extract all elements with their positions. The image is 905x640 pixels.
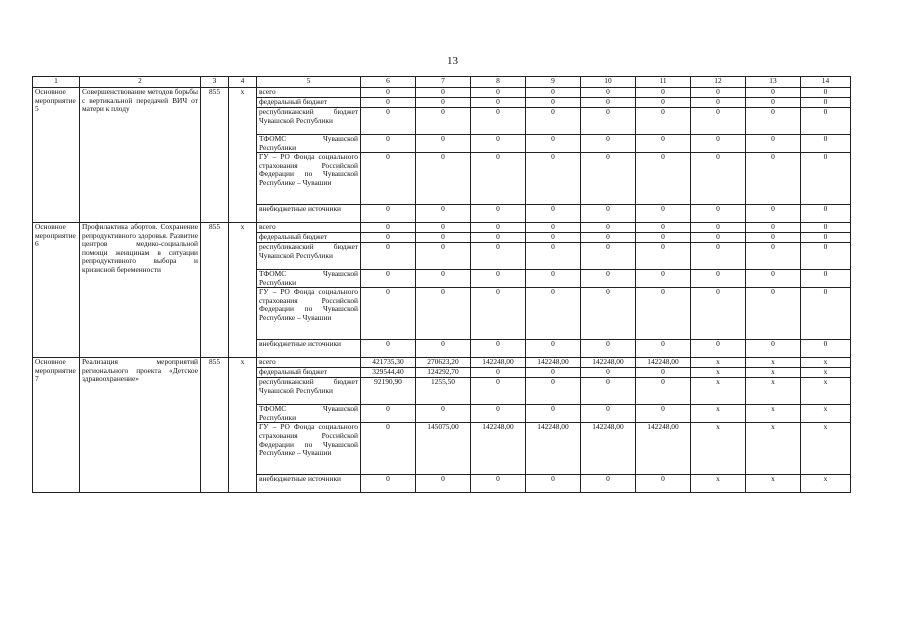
funding-value: 0 (746, 135, 801, 153)
funding-value: 0 (526, 270, 581, 288)
funding-value: 0 (636, 405, 691, 423)
funding-value: 0 (691, 108, 746, 135)
funding-value: 0 (416, 153, 471, 205)
funding-value: 0 (691, 205, 746, 223)
funding-source: федеральный бюджет (257, 98, 361, 108)
funding-value: 1255,50 (416, 378, 471, 405)
funding-value: 0 (361, 340, 416, 358)
funding-source: всего (257, 88, 361, 98)
funding-value: 0 (471, 98, 526, 108)
funding-value: 142248,00 (471, 358, 526, 368)
funding-value: 421735,30 (361, 358, 416, 368)
funding-value: 142248,00 (636, 423, 691, 475)
activity-title: Основное мероприятие 6 (33, 223, 80, 358)
funding-value: 0 (526, 288, 581, 340)
funding-value: x (691, 358, 746, 368)
funding-value: 0 (636, 233, 691, 243)
funding-value: 0 (361, 243, 416, 270)
funding-value: 0 (581, 205, 636, 223)
funding-value: 0 (636, 243, 691, 270)
funding-value: 0 (361, 423, 416, 475)
funding-value: 0 (746, 108, 801, 135)
funding-value: 0 (636, 475, 691, 493)
funding-value: 0 (416, 288, 471, 340)
funding-value: 0 (416, 243, 471, 270)
funding-source: ГУ – РО Фонда социального страхования Российской Федерации по Чувашской Республике – Чувашии (257, 423, 361, 475)
funding-value: x (746, 423, 801, 475)
funding-value: 0 (361, 405, 416, 423)
funding-value: 0 (526, 223, 581, 233)
funding-source: федеральный бюджет (257, 233, 361, 243)
funding-value: 0 (416, 340, 471, 358)
funding-value: 0 (581, 108, 636, 135)
funding-source: внебюджетные источники (257, 205, 361, 223)
funding-value: 0 (471, 108, 526, 135)
activity-code: 855 (201, 223, 229, 358)
funding-value: 0 (691, 98, 746, 108)
funding-value: 0 (526, 98, 581, 108)
funding-value: 0 (581, 98, 636, 108)
funding-value: 0 (526, 233, 581, 243)
column-header: 1 (33, 77, 80, 88)
funding-source: ТФОМС Чувашской Республики (257, 135, 361, 153)
funding-value: 0 (526, 243, 581, 270)
activity-code: 855 (201, 88, 229, 223)
funding-value: 0 (636, 153, 691, 205)
funding-value: 0 (416, 135, 471, 153)
funding-value: 0 (581, 243, 636, 270)
funding-value: 0 (801, 270, 851, 288)
column-header: 13 (746, 77, 801, 88)
funding-value: 0 (471, 223, 526, 233)
funding-value: 0 (801, 223, 851, 233)
funding-value: 0 (471, 205, 526, 223)
activity-name: Совершенствование методов борьбы с вертикальной передачей ВИЧ от матери к плоду (80, 88, 201, 223)
funding-value: 142248,00 (526, 423, 581, 475)
funding-value: 0 (636, 378, 691, 405)
funding-value: 0 (801, 340, 851, 358)
funding-value: 0 (471, 243, 526, 270)
funding-value: 0 (636, 223, 691, 233)
funding-value: x (746, 405, 801, 423)
funding-value: 0 (581, 88, 636, 98)
funding-source: ТФОМС Чувашской Республики (257, 270, 361, 288)
funding-source: республиканский бюджет Чувашской Республики (257, 378, 361, 405)
funding-source: республиканский бюджет Чувашской Республики (257, 243, 361, 270)
funding-value: x (691, 423, 746, 475)
funding-value: 0 (581, 378, 636, 405)
funding-value: 0 (471, 475, 526, 493)
funding-source: внебюджетные источники (257, 475, 361, 493)
funding-value: 0 (636, 270, 691, 288)
funding-value: 0 (416, 270, 471, 288)
funding-value: 0 (636, 288, 691, 340)
funding-value: x (691, 378, 746, 405)
funding-value: x (746, 475, 801, 493)
funding-value: 0 (471, 405, 526, 423)
funding-source: ТФОМС Чувашской Республики (257, 405, 361, 423)
column-header: 2 (80, 77, 201, 88)
funding-value: x (801, 368, 851, 378)
header-row (33, 77, 851, 88)
funding-value: 0 (526, 135, 581, 153)
funding-value: 0 (416, 405, 471, 423)
funding-value: 0 (746, 288, 801, 340)
funding-value: 0 (526, 405, 581, 423)
funding-value: 0 (416, 223, 471, 233)
funding-value: 0 (361, 108, 416, 135)
table-row (33, 88, 851, 98)
funding-value: 0 (581, 405, 636, 423)
funding-value: x (801, 358, 851, 368)
funding-value: 0 (581, 135, 636, 153)
funding-value: 0 (361, 153, 416, 205)
funding-value: 0 (636, 108, 691, 135)
funding-value: 0 (801, 288, 851, 340)
funding-value: 0 (746, 243, 801, 270)
funding-source: федеральный бюджет (257, 368, 361, 378)
funding-value: 0 (801, 135, 851, 153)
activity-code: 855 (201, 358, 229, 493)
funding-value: 0 (801, 98, 851, 108)
funding-value: 0 (581, 223, 636, 233)
funding-value: 0 (526, 378, 581, 405)
funding-value: 0 (361, 135, 416, 153)
table-header (33, 77, 851, 88)
funding-value: 0 (526, 153, 581, 205)
funding-value: 0 (636, 205, 691, 223)
funding-value: 0 (636, 368, 691, 378)
funding-source: ГУ – РО Фонда социального страхования Российской Федерации по Чувашской Республике – Чувашии (257, 288, 361, 340)
column-header: 7 (416, 77, 471, 88)
funding-value: 0 (581, 340, 636, 358)
funding-value: 0 (636, 88, 691, 98)
funding-value: 124292,70 (416, 368, 471, 378)
funding-value: 0 (471, 153, 526, 205)
funding-value: 0 (691, 135, 746, 153)
column-header: 10 (581, 77, 636, 88)
funding-value: 0 (581, 288, 636, 340)
funding-value: x (801, 475, 851, 493)
funding-value: 0 (746, 98, 801, 108)
funding-value: 92190,90 (361, 378, 416, 405)
funding-value: 0 (416, 88, 471, 98)
funding-value: 145075,00 (416, 423, 471, 475)
funding-value: 0 (581, 475, 636, 493)
funding-value: 0 (801, 88, 851, 98)
funding-source: всего (257, 358, 361, 368)
funding-value: 0 (526, 108, 581, 135)
funding-value: 0 (526, 340, 581, 358)
funding-value: 0 (416, 233, 471, 243)
funding-value: 0 (416, 108, 471, 135)
column-header: 12 (691, 77, 746, 88)
funding-value: 0 (471, 368, 526, 378)
funding-value: 0 (471, 288, 526, 340)
funding-value: x (691, 475, 746, 493)
funding-value: 0 (636, 135, 691, 153)
funding-value: 0 (691, 288, 746, 340)
funding-value: 0 (361, 205, 416, 223)
column-header: 5 (257, 77, 361, 88)
funding-value: 0 (416, 205, 471, 223)
funding-value: 0 (746, 340, 801, 358)
funding-value: 0 (361, 475, 416, 493)
table-body (33, 88, 851, 493)
funding-value: 0 (691, 88, 746, 98)
funding-value: 0 (746, 223, 801, 233)
column-header: 14 (801, 77, 851, 88)
funding-value: 0 (691, 153, 746, 205)
column-header: 8 (471, 77, 526, 88)
activity-mark: x (229, 88, 257, 223)
column-header: 11 (636, 77, 691, 88)
funding-value: 0 (361, 88, 416, 98)
column-header: 4 (229, 77, 257, 88)
funding-value: 0 (526, 368, 581, 378)
funding-source: всего (257, 223, 361, 233)
funding-value: 0 (801, 243, 851, 270)
funding-value: 0 (746, 270, 801, 288)
funding-value: 0 (746, 233, 801, 243)
funding-value: 142248,00 (636, 358, 691, 368)
funding-value: 0 (471, 135, 526, 153)
funding-value: 0 (746, 153, 801, 205)
funding-value: x (746, 368, 801, 378)
funding-value: 0 (471, 270, 526, 288)
funding-value: 142248,00 (471, 423, 526, 475)
funding-value: x (746, 378, 801, 405)
funding-value: 270623,20 (416, 358, 471, 368)
funding-value: x (801, 405, 851, 423)
activity-mark: x (229, 358, 257, 493)
funding-value: 142248,00 (526, 358, 581, 368)
funding-value: 142248,00 (581, 358, 636, 368)
funding-value: 0 (526, 88, 581, 98)
funding-value: x (801, 423, 851, 475)
funding-value: x (691, 405, 746, 423)
funding-value: 0 (801, 108, 851, 135)
funding-value: 0 (691, 223, 746, 233)
funding-value: 0 (361, 288, 416, 340)
funding-value: 0 (691, 233, 746, 243)
funding-value: 329544,40 (361, 368, 416, 378)
activity-mark: x (229, 223, 257, 358)
funding-value: 0 (691, 270, 746, 288)
financing-table (32, 76, 851, 493)
funding-value: 0 (801, 205, 851, 223)
funding-source: ГУ – РО Фонда социального страхования Российской Федерации по Чувашской Республике – Чувашии (257, 153, 361, 205)
funding-value: 0 (581, 233, 636, 243)
funding-value: 0 (361, 270, 416, 288)
activity-name: Реализация мероприятий регионального проекта «Детское здравоохранение» (80, 358, 201, 493)
table-row (33, 358, 851, 368)
table-row (33, 223, 851, 233)
funding-value: 0 (581, 153, 636, 205)
funding-value: x (746, 358, 801, 368)
activity-title: Основное мероприятие 7 (33, 358, 80, 493)
funding-value: 0 (361, 233, 416, 243)
funding-value: 0 (581, 368, 636, 378)
funding-value: 0 (471, 88, 526, 98)
column-header: 3 (201, 77, 229, 88)
funding-value: 0 (416, 98, 471, 108)
funding-value: x (691, 368, 746, 378)
funding-value: 0 (581, 270, 636, 288)
funding-value: 0 (471, 233, 526, 243)
funding-value: 0 (526, 205, 581, 223)
funding-value: 0 (801, 233, 851, 243)
funding-value: 0 (801, 153, 851, 205)
funding-value: 0 (636, 98, 691, 108)
funding-value: 142248,00 (581, 423, 636, 475)
funding-value: 0 (746, 88, 801, 98)
funding-value: 0 (416, 475, 471, 493)
funding-value: 0 (746, 205, 801, 223)
funding-value: x (801, 378, 851, 405)
activity-name: Профилактика абортов. Сохранение репродуктивного здоровья. Развитие центров медико-социальной помощи женщинам в ситуации репродуктивного выбора и кризисной беременности (80, 223, 201, 358)
funding-value: 0 (636, 340, 691, 358)
column-header: 6 (361, 77, 416, 88)
funding-value: 0 (691, 243, 746, 270)
funding-value: 0 (361, 98, 416, 108)
funding-value: 0 (471, 378, 526, 405)
funding-value: 0 (361, 223, 416, 233)
funding-value: 0 (526, 475, 581, 493)
funding-value: 0 (471, 340, 526, 358)
column-header: 9 (526, 77, 581, 88)
funding-source: республиканский бюджет Чувашской Республики (257, 108, 361, 135)
page-number: 13 (447, 55, 458, 67)
funding-value: 0 (691, 340, 746, 358)
funding-source: внебюджетные источники (257, 340, 361, 358)
activity-title: Основное мероприятие 5 (33, 88, 80, 223)
